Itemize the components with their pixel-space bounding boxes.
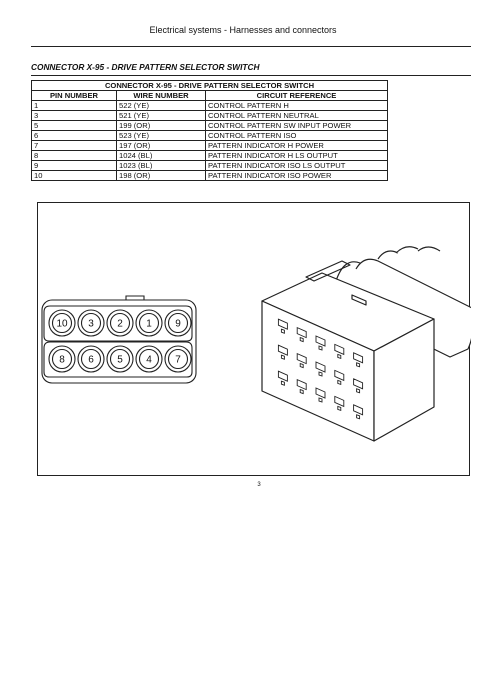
circuit-reference-cell: PATTERN INDICATOR ISO LS OUTPUT [206,161,388,171]
connector-drawing [38,203,471,477]
circuit-reference-cell: CONTROL PATTERN SW INPUT POWER [206,121,388,131]
wire-boot-3 [378,251,398,259]
circuit-reference-cell: PATTERN INDICATOR H POWER [206,141,388,151]
pin-table [31,80,388,181]
pin-number-label: 10 [56,318,68,330]
pin-number-label: 9 [175,318,181,330]
wire-number-cell: 521 (YE) [117,111,206,121]
wire-number-cell: 523 (YE) [117,131,206,141]
table-row [32,111,388,121]
pin-number-label: 6 [88,354,94,366]
table-row [32,131,388,141]
table-row [32,141,388,151]
table-row [32,151,388,161]
circuit-reference-cell: CONTROL PATTERN H [206,101,388,111]
wire-number-cell: 1023 (BL) [117,161,206,171]
pin-number-cell: 8 [32,151,117,161]
connector-figure [37,202,470,476]
wire-boot-5 [418,247,440,251]
wire-number-cell: 1024 (BL) [117,151,206,161]
pin-face-latch [126,296,144,300]
table-title: CONNECTOR X-95 - DRIVE PATTERN SELECTOR SWITCH [32,81,388,91]
wire-number-cell: 522 (YE) [117,101,206,111]
circuit-reference-cell: PATTERN INDICATOR H LS OUTPUT [206,151,388,161]
section-title: CONNECTOR X-95 - DRIVE PATTERN SELECTOR SWITCH [31,62,260,72]
pin-number-cell: 10 [32,171,117,181]
wire-number-cell: 197 (OR) [117,141,206,151]
pin-number-cell: 9 [32,161,117,171]
pin-number-label: 5 [117,354,123,366]
pin-number-label: 8 [59,354,65,366]
pin-number-label: 4 [146,354,152,366]
pin-number-cell: 7 [32,141,117,151]
table-header-row [32,91,388,101]
table-row [32,171,388,181]
wire-boot-4 [396,247,418,253]
page-number: 3 [257,482,261,488]
pin-number-cell: 5 [32,121,117,131]
pin-number-label: 7 [175,354,181,366]
pin-number-cell: 1 [32,101,117,111]
circuit-reference-cell: CONTROL PATTERN NEUTRAL [206,111,388,121]
pin-number-label: 3 [88,318,94,330]
pin-number-cell: 6 [32,131,117,141]
circuit-reference-cell: PATTERN INDICATOR ISO POWER [206,171,388,181]
column-header-pin: PIN NUMBER [32,91,117,101]
table-row [32,161,388,171]
section-rule [31,75,471,76]
wire-number-cell: 199 (OR) [117,121,206,131]
column-header-wire: WIRE NUMBER [117,91,206,101]
pin-number-label: 1 [146,318,152,330]
table-row [32,101,388,111]
column-header-circuit: CIRCUIT REFERENCE [206,91,388,101]
circuit-reference-cell: CONTROL PATTERN ISO [206,131,388,141]
table-row [32,121,388,131]
pin-number-cell: 3 [32,111,117,121]
header-rule [31,46,471,47]
wire-number-cell: 198 (OR) [117,171,206,181]
page-header: Electrical systems - Harnesses and connectors [149,25,337,35]
pin-number-label: 2 [117,318,123,330]
